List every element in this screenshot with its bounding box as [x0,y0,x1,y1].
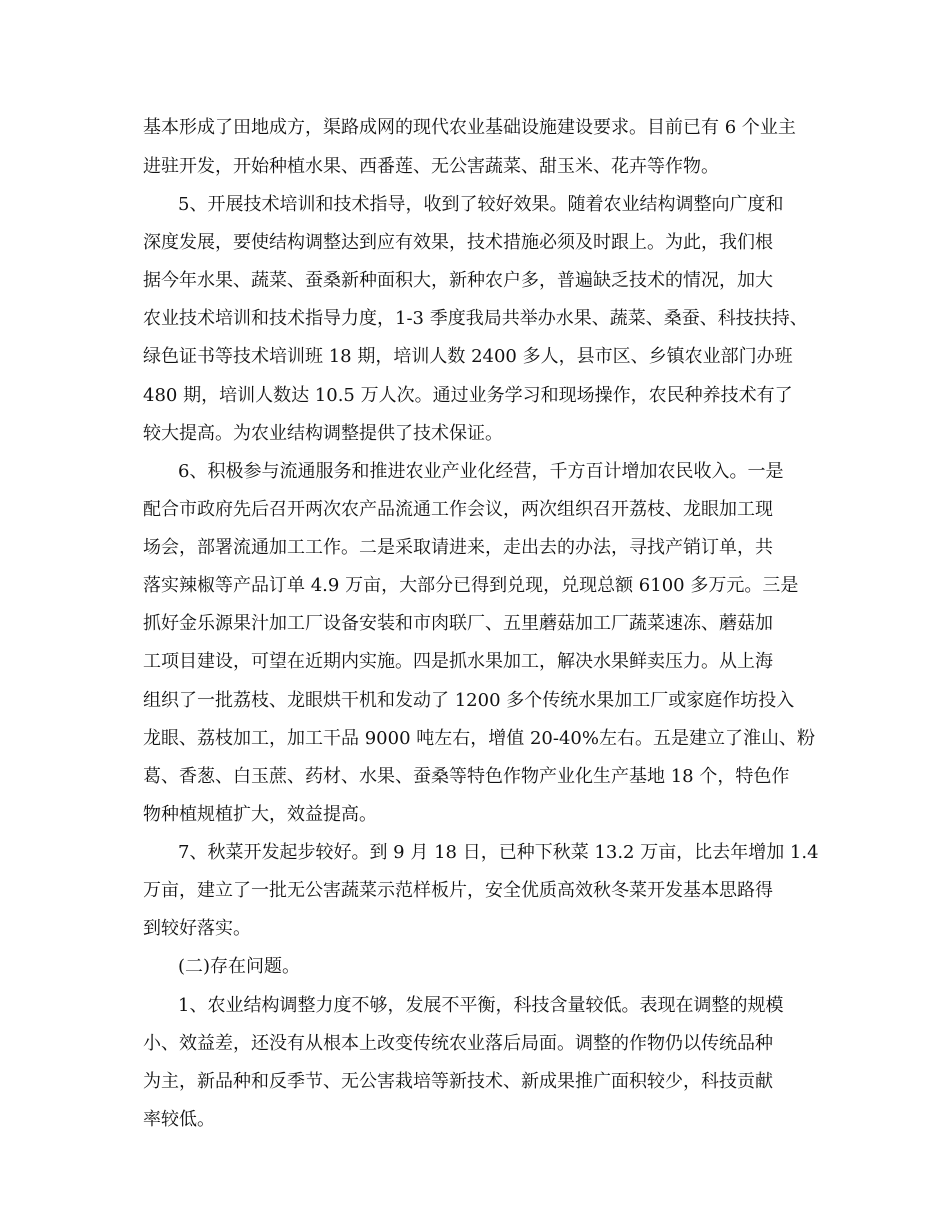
text-line: 抓好金乐源果汁加工厂设备安装和市肉联厂、五里蘑菇加工厂蔬菜速冻、蘑菇加 [143,613,773,634]
text-line: 工项目建设，可望在近期内实施。四是抓水果加工，解决水果鲜卖压力。从上海 [143,651,773,672]
text-line: 农业技术培训和技术指导力度，1-3 季度我局共举办水果、蔬菜、桑蚕、科技扶持、 [143,308,808,329]
text-line: 5、开展技术培训和技术指导，收到了较好效果。随着农业结构调整向广度和 [178,194,784,215]
text-line: 龙眼、荔枝加工，加工干品 9000 吨左右，增值 20-40%左右。五是建立了淮山、粉 [143,728,815,749]
text-line: 小、效益差，还没有从根本上改变传统农业落后局面。调整的作物仍以传统品种 [143,1033,773,1054]
section-heading: (二)存在问题。 [178,956,301,977]
text-line: 为主，新品种和反季节、无公害栽培等新技术、新成果推广面积较少，科技贡献 [143,1071,773,1092]
text-line: 组织了一批荔枝、龙眼烘干机和发动了 1200 多个传统水果加工厂或家庭作坊投入 [143,690,795,711]
text-line: 到较好落实。 [143,918,251,939]
text-line: 葛、香葱、白玉蔗、药材、水果、蚕桑等特色作物产业化生产基地 18 个，特色作 [143,766,790,787]
text-line: 物种植规植扩大，效益提高。 [143,804,377,825]
text-line: 较大提高。为农业结构调整提供了技术保证。 [143,423,503,444]
text-line: 基本形成了田地成方，渠路成网的现代农业基础设施建设要求。目前已有 6 个业主 [143,117,796,138]
text-line: 万亩，建立了一批无公害蔬菜示范样板片，安全优质高效秋冬菜开发基本思路得 [143,880,773,901]
text-line: 6、积极参与流通服务和推进农业产业化经营，千方百计增加农民收入。一是 [178,461,784,482]
text-line: 落实辣椒等产品订单 4.9 万亩，大部分已得到兑现，兑现总额 6100 多万元。三是 [143,575,799,596]
text-line: 据今年水果、蔬菜、蚕桑新种面积大，新种农户多，普遍缺乏技术的情况，加大 [143,270,773,291]
text-line: 480 期，培训人数达 10.5 万人次。通过业务学习和现场操作，农民种养技术有了 [143,385,793,406]
text-line: 7、秋菜开发起步较好。到 9 月 18 日，已种下秋菜 13.2 万亩，比去年增加 1.4 [178,842,819,863]
text-line: 场会，部署流通加工工作。二是采取请进来，走出去的办法，寻找产销订单，共 [143,537,773,558]
text-line: 1、农业结构调整力度不够，发展不平衡，科技含量较低。表现在调整的规模 [178,995,784,1016]
text-line: 率较低。 [143,1109,215,1130]
text-line: 深度发展，要使结构调整达到应有效果，技术措施必须及时跟上。为此，我们根 [143,232,773,253]
text-line: 配合市政府先后召开两次农产品流通工作会议，两次组织召开荔枝、龙眼加工现 [143,499,773,520]
text-line: 绿色证书等技术培训班 18 期，培训人数 2400 多人，县市区、乡镇农业部门办班 [143,346,793,367]
text-line: 进驻开发，开始种植水果、西番莲、无公害蔬菜、甜玉米、花卉等作物。 [143,156,719,177]
